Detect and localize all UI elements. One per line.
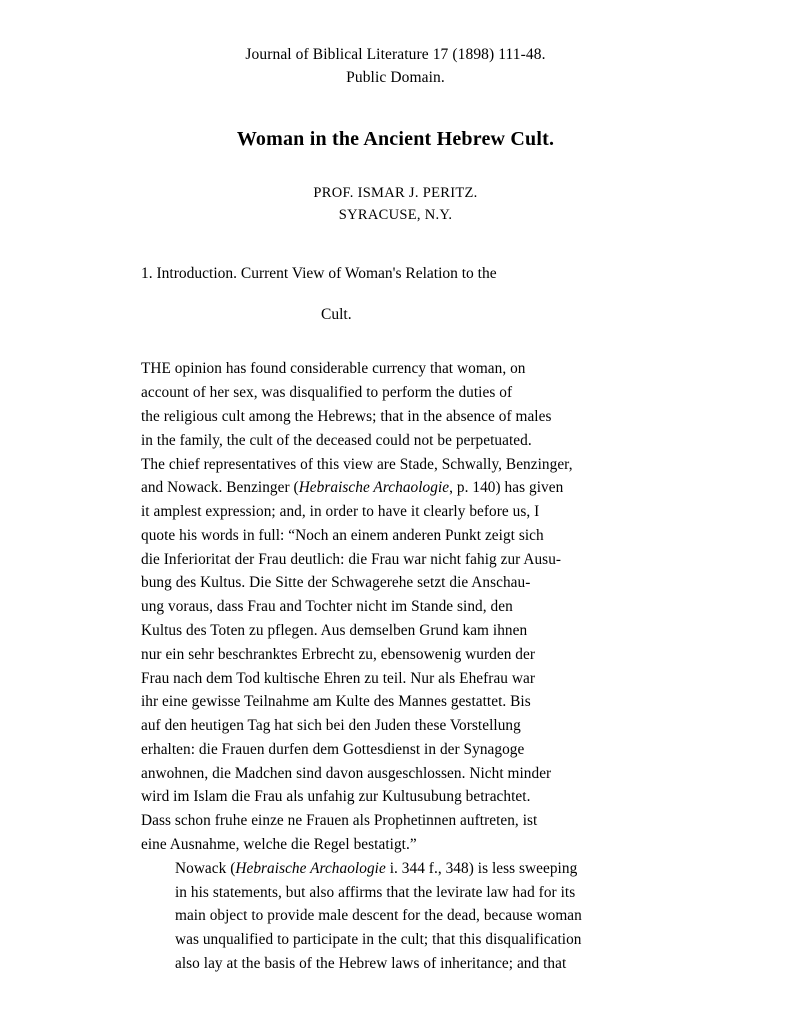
- text-line: erhalten: die Frauen durfen dem Gottesdienst in der Synagoge: [141, 740, 525, 758]
- text-line-with-citation: [141, 476, 628, 500]
- text-line: main object to provide male descent for the dead, because woman: [175, 907, 582, 925]
- text-line: also lay at the basis of the Hebrew laws of inheritance; and that: [175, 954, 567, 972]
- text-line: in his statements, but also affirms that the levirate law had for its: [175, 883, 576, 901]
- public-domain-line: Public Domain.: [346, 68, 445, 86]
- text-line: anwohnen, die Madchen sind davon ausgeschlossen. Nicht minder: [141, 764, 552, 782]
- text-line: THE opinion has found considerable currency that woman, on: [141, 360, 526, 378]
- text-line: The chief representatives of this view are Stade, Schwally, Benzinger,: [141, 455, 573, 473]
- text-line: ihr eine gewisse Teilnahme am Kulte des Mannes gestattet. Bis: [141, 693, 531, 711]
- journal-citation-header: [0, 44, 791, 90]
- work-title-italic: Hebraische Archaologie: [298, 479, 450, 497]
- text-line: Kultus des Toten zu pflegen. Aus demselben Grund kam ihnen: [141, 622, 528, 639]
- page-title: Woman in the Ancient Hebrew Cult.: [236, 127, 555, 150]
- text-fragment: Nowack (: [175, 859, 236, 877]
- section-heading: [0, 262, 791, 327]
- text-line: wird im Islam die Frau als unfahig zur Kultusubung betrachtet.: [141, 788, 531, 806]
- text-fragment: i. 344 f., 348) is less sweeping: [385, 859, 578, 877]
- text-line-with-citation: [141, 857, 628, 881]
- text-line: in the family, the cult of the deceased could not be perpetuated.: [141, 431, 532, 449]
- author-affiliation: SYRACUSE, N.Y.: [338, 206, 453, 223]
- text-fragment: and Nowack. Benzinger (: [141, 479, 299, 497]
- text-line: auf den heutigen Tag hat sich bei den Juden these Vorstellung: [141, 717, 521, 735]
- paragraph-2: [141, 857, 628, 976]
- text-line: bung des Kultus. Die Sitte der Schwagerehe setzt die Anschau-: [141, 574, 531, 592]
- author-name: PROF. ISMAR J. PERITZ.: [313, 184, 478, 201]
- section-heading-line-1: 1. Introduction. Current View of Woman's Relation to the: [141, 265, 497, 283]
- journal-citation-line: Journal of Biblical Literature 17 (1898) 111-48.: [245, 46, 546, 63]
- work-title-italic: Hebraische Archaologie: [235, 859, 386, 877]
- author-block: [0, 183, 791, 227]
- text-line: nur ein sehr beschranktes Erbrecht zu, ebensowenig wurden der: [141, 645, 536, 663]
- body-text: [0, 357, 791, 975]
- text-line: Frau nach dem Tod kultische Ehren zu teil. Nur als Ehefrau war: [141, 669, 536, 687]
- paragraph-1: [141, 357, 628, 856]
- text-line: was unqualified to participate in the cult; that this disqualification: [175, 931, 582, 949]
- text-line: Dass schon fruhe einze ne Frauen als Prophetinnen auftreten, ist: [141, 812, 538, 830]
- text-line: eine Ausnahme, welche die Regel bestatigt.”: [141, 836, 417, 854]
- text-fragment: , p. 140) has given: [449, 479, 564, 497]
- text-line: ung voraus, dass Frau and Tochter nicht im Stande sind, den: [141, 598, 513, 616]
- section-heading-line-2: Cult.: [321, 306, 352, 324]
- text-line: account of her sex, was disqualified to perform the duties of: [141, 384, 513, 402]
- text-line: the religious cult among the Hebrews; that in the absence of males: [141, 407, 552, 425]
- text-line: quote his words in full: “Noch an einem anderen Punkt zeigt sich: [141, 526, 544, 544]
- text-line: it amplest expression; and, in order to have it clearly before us, I: [141, 503, 540, 521]
- text-line: die Inferioritat der Frau deutlich: die Frau war nicht fahig zur Ausu-: [141, 550, 562, 568]
